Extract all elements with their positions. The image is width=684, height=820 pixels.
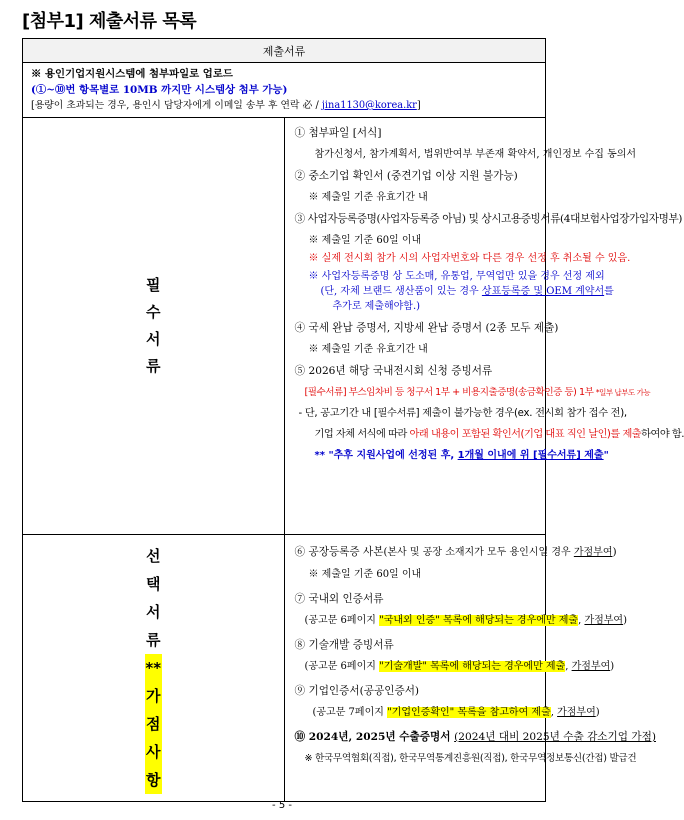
optional-docs-label (23, 535, 285, 802)
desc-text: , (578, 615, 585, 626)
item-5-exception-1: - 단, 공고기간 내 [필수서류] 제출이 불가능한 경우(ex. 전시회 참가 접수 전), (298, 408, 627, 419)
item-5-required-docs (295, 385, 651, 400)
required-docs-text: [필수서류] 부스임차비 등 청구서 1부 + 비용지출증명(송금확인증 등) 1부 (304, 387, 596, 398)
bonus-char: 점 (145, 710, 162, 738)
desc-bonus: 가점부여 (571, 661, 611, 672)
bonus-char: 항 (145, 766, 162, 794)
desc-text: (공고문 6페이지 (304, 661, 380, 672)
item-6-end: ) (612, 546, 617, 558)
side-char: 필 (146, 276, 161, 294)
item-1-desc: 참가신청서, 참가계획서, 법위반여부 부존재 확약서, 개인정보 수집 동의서 (314, 149, 637, 160)
notice-line-3-suffix: ] (416, 100, 421, 111)
item-4-title: ④ 국세 완납 증명서, 지방세 완납 증명서 (2종 모두 제출) (294, 322, 559, 334)
partial-payment-note: *일부 납부도 가능 (595, 388, 651, 397)
item-5-exception-2 (295, 427, 684, 442)
table-header: 제출서류 (23, 39, 546, 63)
desc-text: (공고문 6페이지 (304, 615, 380, 626)
note-text: 를 (604, 286, 614, 297)
page-heading: [첨부1] 제출서류 목록 (22, 11, 197, 32)
upload-notice (23, 63, 546, 118)
item-5-title: ⑤ 2026년 해당 국내전시회 신청 증빙서류 (294, 365, 493, 377)
notice-line-1: ※ 용인기업지원시스템에 첨부파일로 업로드 (31, 68, 233, 80)
item-2-note: ※ 제출일 기준 유효기간 내 (308, 192, 428, 203)
item-3-note-3: ※ 사업자등록증명 상 도소매, 유통업, 무역업만 있을 경우 선정 제외 (308, 271, 605, 282)
item-7-desc (295, 613, 627, 628)
item-6-name: ⑥ 공장등록증 사본 (294, 546, 384, 558)
desc-text: ) (595, 707, 600, 718)
note-text: (단, 자체 브랜드 생산품이 있는 경우 (320, 286, 482, 297)
item-3-note-5: 추가로 제출해야함.) (332, 301, 421, 312)
desc-text: , (565, 661, 572, 672)
note-underline: 상표등록증 및 OEM 계약서 (481, 286, 605, 297)
side-char: 류 (146, 631, 161, 649)
item-7-title: ⑦ 국내외 인증서류 (294, 593, 384, 605)
item-8-title: ⑧ 기술개발 증빙서류 (294, 639, 394, 651)
item-5-deadline-note (295, 448, 609, 463)
bonus-char: 사 (145, 738, 162, 766)
side-char: 택 (146, 575, 161, 593)
optional-docs-list (284, 535, 656, 802)
desc-text: ) (623, 615, 627, 626)
side-char: 수 (146, 303, 161, 321)
desc-bonus: 가점부여 (557, 707, 596, 718)
item-6-condition: (본사 및 공장 소재지가 모두 용인시일 경우 (383, 547, 574, 558)
item-2-title: ② 중소기업 확인서 (중견기업 이상 지원 불가능) (294, 170, 518, 182)
item-6-bonus: 가점부여 (573, 547, 613, 558)
item-1-title: ① 첨부파일 [서식] (294, 127, 382, 139)
desc-text: ) (610, 661, 615, 672)
item-9-desc (295, 705, 600, 720)
page-number: - 5 - (272, 800, 292, 811)
exception-text: 하여야 함. (641, 429, 684, 440)
side-char: 서 (146, 603, 161, 621)
bonus-char: 가 (145, 682, 162, 710)
contact-email-link[interactable]: jina1130@korea.kr (321, 100, 417, 111)
item-10-note: ※ 한국무역협회(직접), 한국무역통계진흥원(직접), 한국무역정보통신(간접) 발급건 (304, 753, 637, 764)
deadline-underline: 1개월 이내에 위 [필수서류] 제출 (457, 450, 604, 461)
notice-line-3-prefix: [용량이 초과되는 경우, 용인시 담당자에게 이메일 송부 후 연락 必 / (31, 100, 322, 111)
side-char: 류 (146, 357, 161, 375)
item-3-note-2: ※ 실제 전시회 참가 시의 사업자번호와 다른 경우 선정 후 취소될 수 있음. (308, 253, 631, 264)
deadline-text: " (603, 450, 609, 461)
side-char: 선 (146, 547, 161, 565)
deadline-text: ** "추후 지원사업에 선정된 후, (314, 450, 458, 461)
exception-text: 기업 자체 서식에 따라 (314, 429, 410, 440)
desc-highlight: "기술개발" 목록에 해당되는 경우에만 제출 (379, 661, 566, 672)
item-6-title (294, 544, 617, 561)
item-6-note: ※ 제출일 기준 60일 이내 (308, 569, 422, 580)
desc-highlight: "국내외 인증" 목록에 해당되는 경우에만 제출 (379, 615, 579, 626)
submission-documents-table (22, 38, 684, 802)
desc-bonus: 가점부여 (584, 615, 624, 626)
required-docs-list (284, 118, 684, 535)
desc-text: (공고문 7페이지 (312, 707, 388, 718)
bonus-marker: ** (145, 654, 162, 682)
item-10-name: ⑩ 2024년, 2025년 수출증명서 (294, 731, 455, 743)
item-3-note-4 (295, 284, 614, 299)
desc-text: , (550, 707, 558, 718)
item-8-desc (295, 659, 615, 674)
item-9-title: ⑨ 기업인증서(공공인증서) (294, 685, 420, 697)
required-docs-label (23, 118, 285, 535)
side-char: 서 (146, 330, 161, 348)
exception-red-text: 아래 내용이 포함된 확인서(기업 대표 직인 날인)를 제출 (409, 429, 642, 440)
item-10-title (294, 729, 656, 745)
item-10-bonus: (2024년 대비 2025년 수출 감소기업 가점) (454, 731, 656, 743)
item-3-title: ③ 사업자등록증명(사업자등록증 아님) 및 상시고용증빙서류(4대보험사업장가입자명부) (294, 213, 683, 225)
item-3-note-1: ※ 제출일 기준 60일 이내 (308, 235, 422, 246)
item-4-note: ※ 제출일 기준 유효기간 내 (308, 344, 428, 355)
notice-line-3 (31, 98, 539, 114)
notice-line-2: (①~⑩번 항목별로 10MB 까지만 시스템상 첨부 가능) (31, 84, 288, 96)
desc-highlight: "기업인증확인" 목록을 참고하여 제출 (387, 707, 551, 718)
